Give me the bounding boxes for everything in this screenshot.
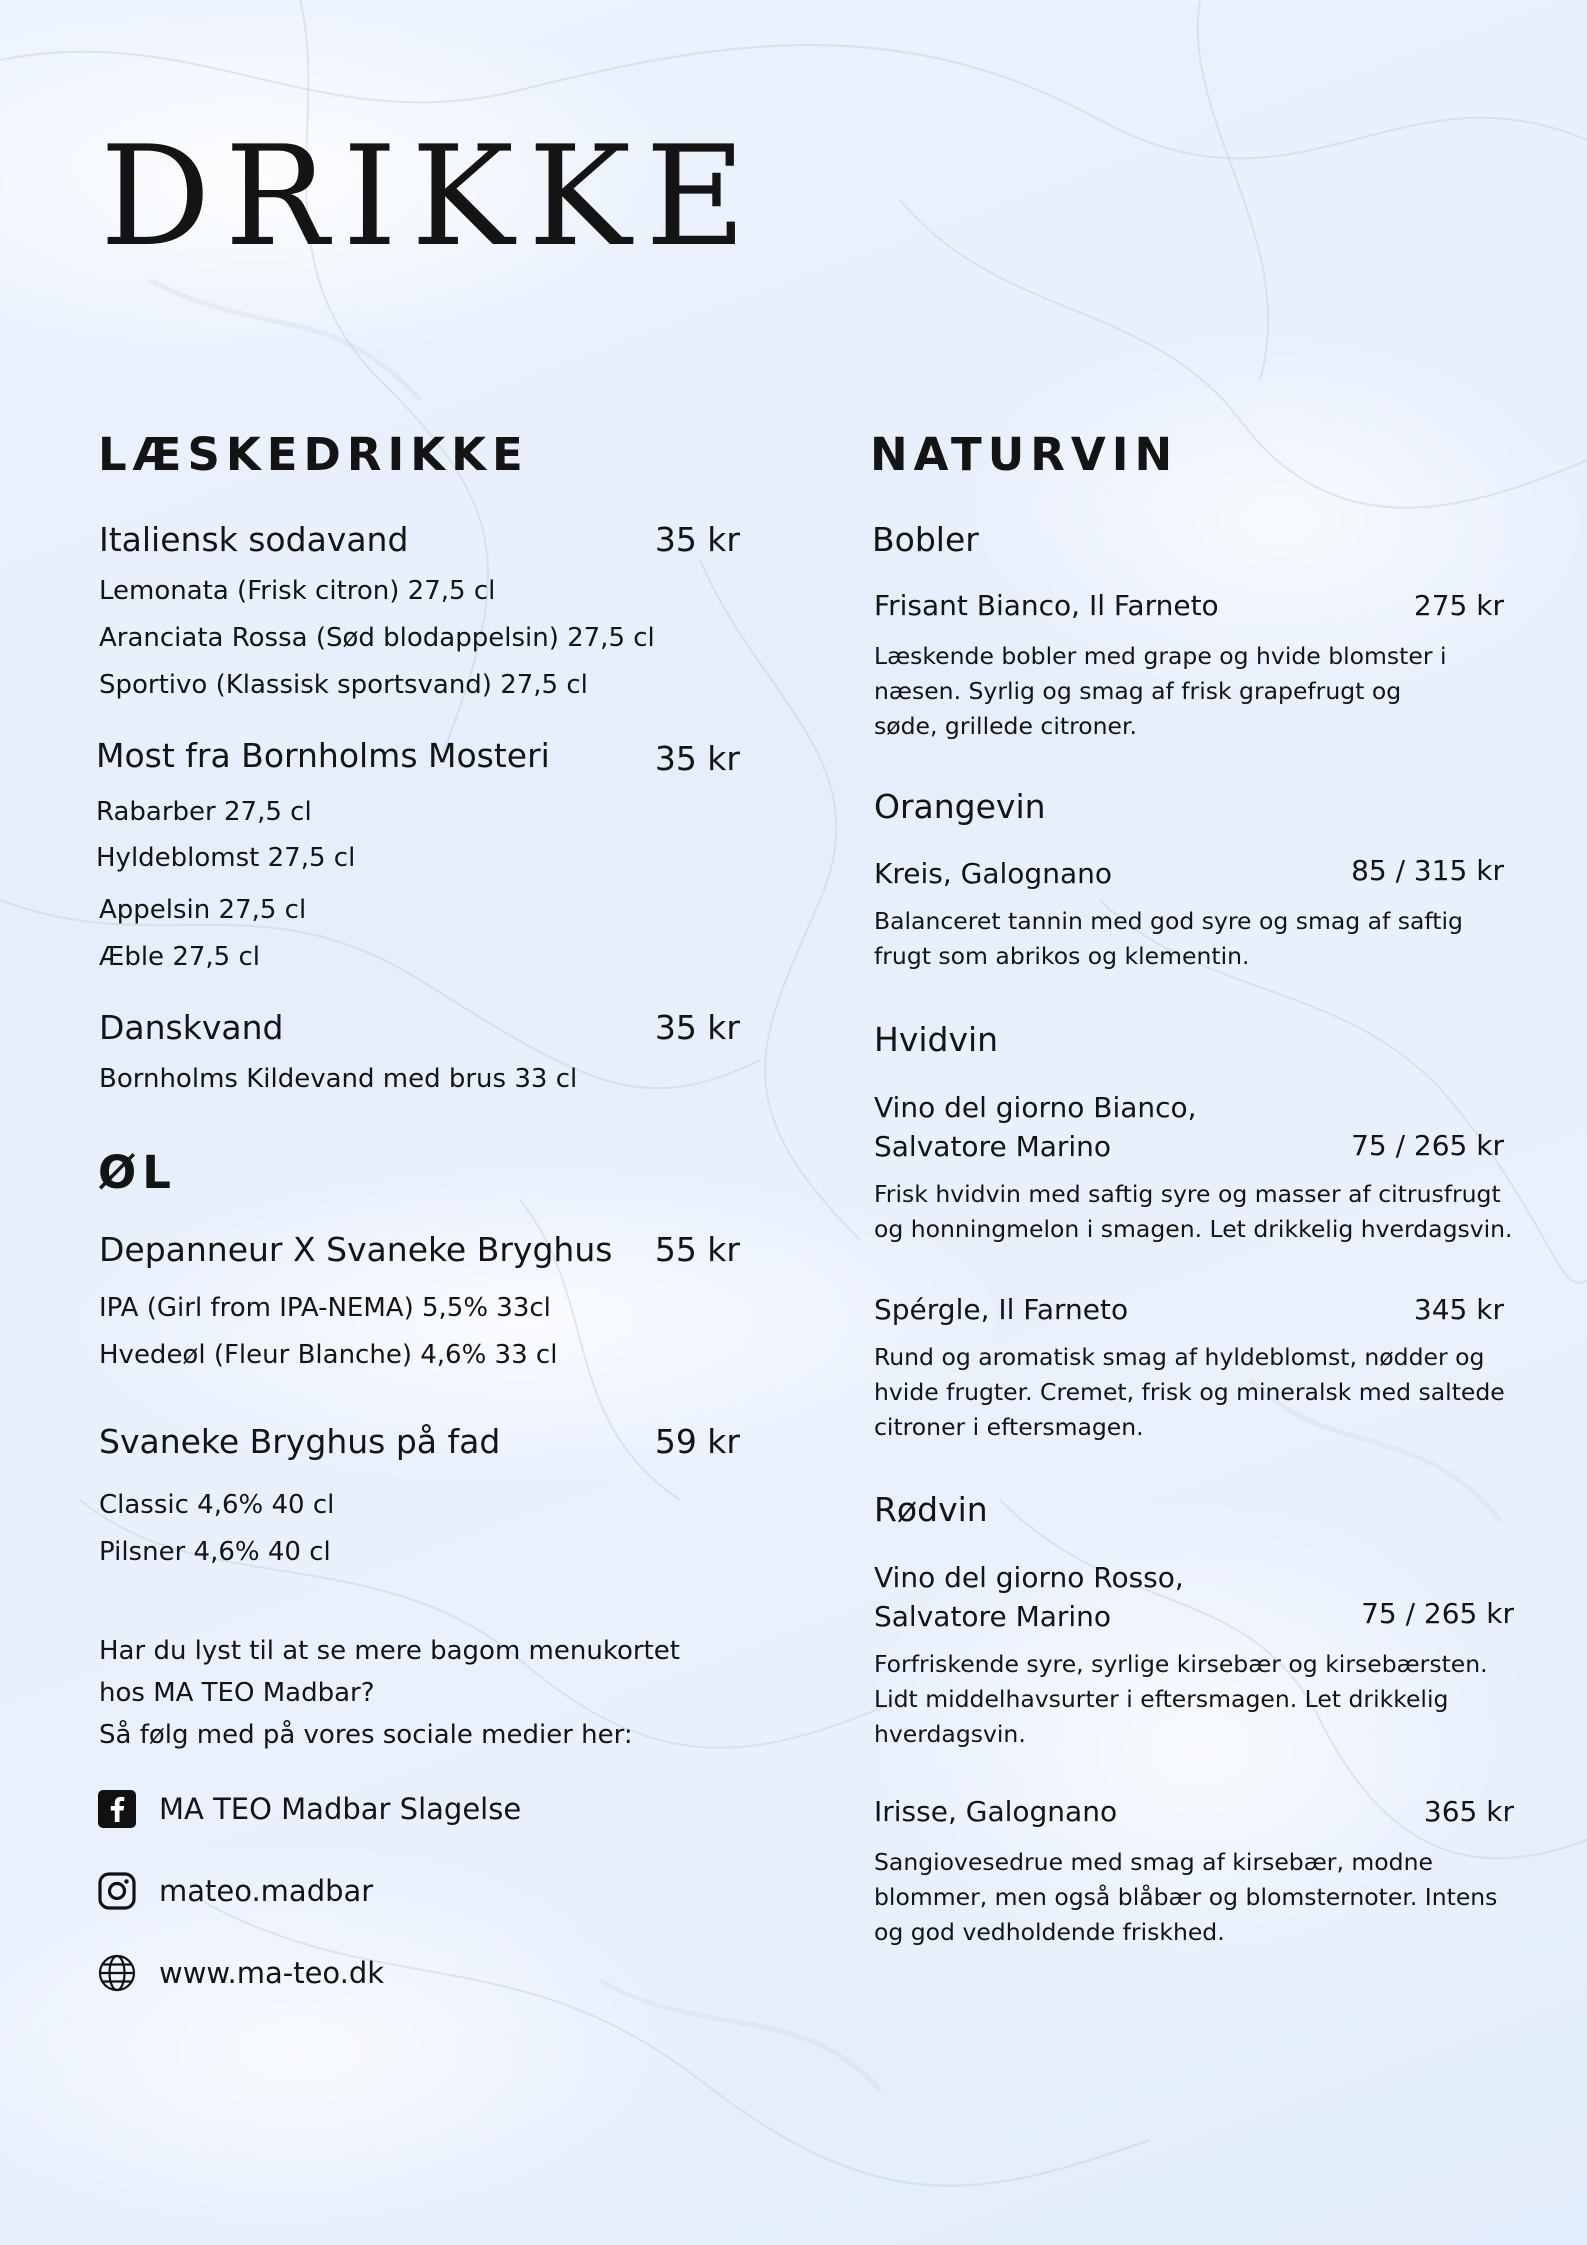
wine-description [874, 904, 1534, 974]
wine-description [874, 639, 1534, 744]
wine-name-line: Salvatore Marino [874, 1600, 1112, 1633]
desc-line: Balanceret tannin med god syre og smag af saftig [874, 907, 1463, 935]
wine-description [874, 1340, 1534, 1445]
item-line: IPA (Girl from IPA-NEMA) 5,5% 33cl [99, 1293, 551, 1323]
social-label: mateo.madbar [159, 1873, 374, 1908]
wine-name: Frisant Bianco, Il Farneto [874, 589, 1219, 622]
wine-price: 275 kr [1413, 589, 1504, 622]
item-line: Æble 27,5 cl [99, 942, 260, 972]
wine-name: Kreis, Galognano [874, 857, 1112, 890]
wine-name [874, 1558, 1184, 1636]
wine-name: Spérgle, Il Farneto [874, 1293, 1129, 1326]
desc-line: Rund og aromatisk smag af hyldeblomst, nødder og [874, 1343, 1485, 1371]
item-line: Pilsner 4,6% 40 cl [99, 1537, 331, 1567]
item-heading: Italiensk sodavand [99, 520, 409, 559]
item-line: Appelsin 27,5 cl [99, 895, 307, 925]
desc-line: Læskende bobler med grape og hvide blomster i [874, 642, 1447, 670]
social-link-website[interactable] [97, 1953, 384, 1993]
desc-line: citroner i eftersmagen. [874, 1413, 1144, 1441]
wine-price: 85 / 315 kr [1351, 854, 1504, 887]
facebook-icon [97, 1789, 137, 1829]
desc-line: hverdagsvin. [874, 1720, 1026, 1748]
social-intro [99, 1630, 739, 1756]
desc-line: Forfriskende syre, syrlige kirsebær og kirsebærsten. [874, 1650, 1488, 1678]
social-link-facebook[interactable] [97, 1789, 521, 1829]
social-intro-line: hos MA TEO Madbar? [99, 1678, 375, 1708]
desc-line: frugt som abrikos og klementin. [874, 942, 1250, 970]
section-title-ol: ØL [98, 1146, 177, 1199]
wine-category: Rødvin [874, 1490, 988, 1529]
item-line: Sportivo (Klassisk sportsvand) 27,5 cl [99, 670, 588, 700]
wine-category: Hvidvin [874, 1020, 999, 1059]
section-title-laeskedrikke: LÆSKEDRIKKE [98, 428, 529, 481]
item-line: Aranciata Rossa (Sød blodappelsin) 27,5 cl [99, 623, 655, 653]
desc-line: Sangiovesedrue med smag af kirsebær, modne [874, 1848, 1433, 1876]
desc-line: blommer, men også blåbær og blomsternoter. Intens [874, 1883, 1498, 1911]
social-label: www.ma-teo.dk [159, 1955, 385, 1990]
item-line: Rabarber 27,5 cl [96, 797, 312, 827]
desc-line: søde, grillede citroner. [874, 712, 1137, 740]
item-heading: Depanneur X Svaneke Bryghus [99, 1230, 613, 1269]
item-heading: Danskvand [99, 1008, 284, 1047]
wine-description [874, 1845, 1534, 1950]
wine-description [874, 1177, 1534, 1247]
wine-name: Irisse, Galognano [874, 1795, 1118, 1828]
instagram-icon [97, 1871, 137, 1911]
social-intro-line: Så følg med på vores sociale medier her: [99, 1720, 633, 1750]
item-price: 35 kr [654, 1008, 740, 1047]
item-price: 35 kr [654, 520, 740, 559]
item-line: Hyldeblomst 27,5 cl [96, 843, 356, 873]
desc-line: og honningmelon i smagen. Let drikkelig hverdagsvin. [874, 1215, 1513, 1243]
wine-name-line: Vino del giorno Bianco, [874, 1091, 1197, 1124]
item-price: 59 kr [654, 1422, 740, 1461]
section-title-naturvin: NATURVIN [870, 428, 1179, 481]
wine-name-line: Salvatore Marino [874, 1130, 1112, 1163]
social-label: MA TEO Madbar Slagelse [159, 1791, 522, 1826]
wine-price: 345 kr [1413, 1293, 1504, 1326]
globe-icon [97, 1953, 137, 1993]
item-price: 35 kr [654, 739, 740, 778]
desc-line: Lidt middelhavsurter i eftersmagen. Let drikkelig [874, 1685, 1449, 1713]
wine-price: 365 kr [1423, 1795, 1514, 1828]
wine-category: Orangevin [874, 787, 1046, 826]
wine-description [874, 1647, 1534, 1752]
item-line: Lemonata (Frisk citron) 27,5 cl [99, 576, 496, 606]
item-heading: Svaneke Bryghus på fad [99, 1422, 501, 1461]
wine-category: Bobler [872, 520, 979, 559]
item-line: Bornholms Kildevand med brus 33 cl [99, 1064, 578, 1094]
wine-name-line: Vino del giorno Rosso, [874, 1561, 1184, 1594]
item-line: Classic 4,6% 40 cl [99, 1490, 335, 1520]
desc-line: næsen. Syrlig og smag af frisk grapefrugt og [874, 677, 1402, 705]
desc-line: og god vedholdende friskhed. [874, 1918, 1225, 1946]
page-title: DRIKKE [100, 116, 760, 277]
desc-line: hvide frugter. Cremet, frisk og mineralsk med saltede [874, 1378, 1505, 1406]
wine-price: 75 / 265 kr [1361, 1597, 1514, 1630]
social-link-instagram[interactable] [97, 1871, 373, 1911]
social-intro-line: Har du lyst til at se mere bagom menukortet [99, 1636, 680, 1666]
wine-price: 75 / 265 kr [1351, 1129, 1504, 1162]
item-heading: Most fra Bornholms Mosteri [96, 736, 550, 775]
desc-line: Frisk hvidvin med saftig syre og masser af citrusfrugt [874, 1180, 1501, 1208]
wine-name [874, 1088, 1197, 1166]
item-price: 55 kr [654, 1230, 740, 1269]
item-line: Hvedeøl (Fleur Blanche) 4,6% 33 cl [99, 1340, 558, 1370]
